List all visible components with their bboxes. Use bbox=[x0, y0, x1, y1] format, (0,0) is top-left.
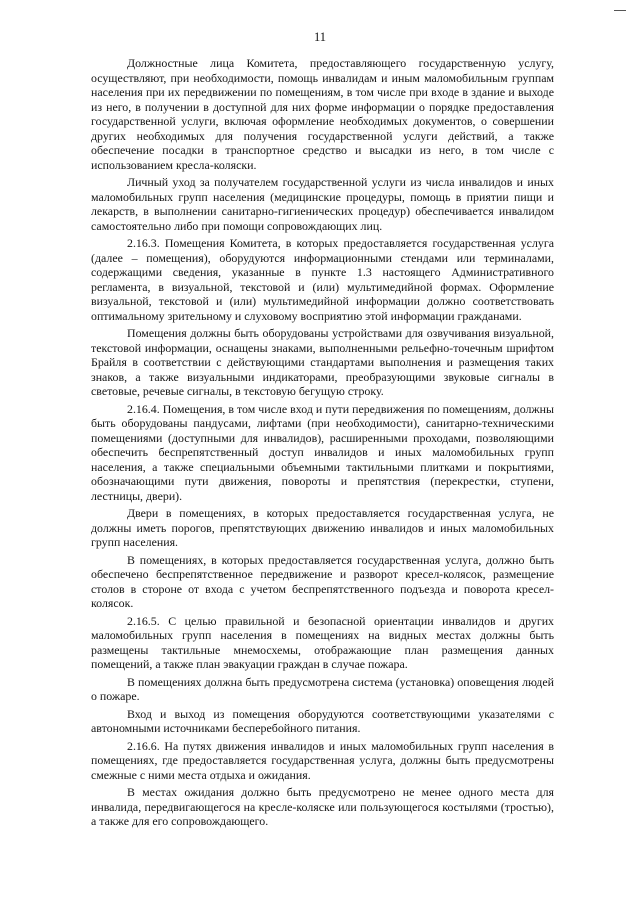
page-number: 11 bbox=[313, 30, 327, 44]
paragraph-doors: Двери в помещениях, в которых предоставляется государственная услуга, не должны иметь порогов, препятствующих движению инвалидов и иных маломобильных групп населения. bbox=[91, 506, 554, 549]
paragraph-exit-signs: Вход и выход из помещения оборудуются соответствующими указателями с автономными источниками бесперебойного питания. bbox=[91, 706, 554, 735]
paragraph-personal-care: Личный уход за получателем государственной услуги из числа инвалидов и иных маломобильных групп населения (медицинские процедуры, помощь в приятии пищи и лекарств, в выполнении санитарно-гигиенических процедур) обеспечивается инвалидом самостоятельно либо при помощи сопровождающих лиц. bbox=[91, 175, 554, 233]
scan-corner-mark bbox=[614, 10, 626, 11]
paragraph-2-16-4: 2.16.4. Помещения, в том числе вход и пути передвижения по помещениям, должны быть оборудованы пандусами, лифтами (при необходимости), санитарно-техническими помещениями (доступными для инвалидов), расширенными проходами, позволяющими обеспечить беспрепятственный доступ инвалидов и иных маломобильных групп населения, а также специальными объемными тактильными плитками и покрытиями, обозначающими пути движения, повороты и препятствия (перекрестки, ступени, лестницы, двери). bbox=[91, 401, 554, 503]
document-body bbox=[91, 56, 554, 832]
paragraph-fire-alarm: В помещениях должна быть предусмотрена система (установка) оповещения людей о пожаре. bbox=[91, 674, 554, 703]
paragraph-2-16-6: 2.16.6. На путях движения инвалидов и иных маломобильных групп населения в помещениях, где предоставляется государственная услуга, должны быть предусмотрены смежные с ними места отдыха и ожидания. bbox=[91, 738, 554, 782]
paragraph-2-16-3: 2.16.3. Помещения Комитета, в которых предоставляется государственная услуга (далее – помещения), оборудуются информационными стендами или терминалами, содержащими сведения, указанные в пункте 1.3 настоящего Административного регламента, в визуальной, текстовой и (или) мультимедийной формах. Оформление визуальной, текстовой и (или) мультимедийной информации должно соответствовать оптимальному зрительному и слуховому восприятию этой информации гражданами. bbox=[91, 236, 554, 323]
paragraph-waiting-places: В местах ожидания должно быть предусмотрено не менее одного места для инвалида, передвигающегося на кресле-коляске или пользующегося костылями (тростью), а также для его сопровождающего. bbox=[91, 785, 554, 828]
paragraph-officials-assistance: Должностные лица Комитета, предоставляющего государственную услугу, осуществляют, при необходимости, помощь инвалидам и иным маломобильным группам населения при их передвижении по помещениям, в том числе при входе в здание и выходе из него, в получении в доступной для них форме информации о порядке предоставления государственной услуги, включая оформление необходимых документов, о совершении других необходимых для получения государственной услуги действий, а также обеспечение посадки в транспортное средство и высадки из него, в том числе с использованием кресла-коляски. bbox=[91, 56, 554, 172]
paragraph-braille-equipment: Помещения должны быть оборудованы устройствами для озвучивания визуальной, текстовой информации, оснащены знаками, выполненными рельефно-точечным шрифтом Брайля в соответствии с действующими стандартами выполнения и размещения таких знаков, а также визуальными индикаторами, преобразующими звуковые сигналы в световые, речевые сигналы, в текстовую бегущую строку. bbox=[91, 326, 554, 398]
paragraph-wheelchair-movement: В помещениях, в которых предоставляется государственная услуга, должно быть обеспечено беспрепятственное передвижение и разворот кресел-колясок, размещение столов в стороне от входа с учетом беспрепятственного подъезда и поворота кресел-колясок. bbox=[91, 552, 554, 610]
paragraph-2-16-5: 2.16.5. С целью правильной и безопасной ориентации инвалидов и других маломобильных групп населения в помещениях на видных местах должны быть размещены тактильные мнемосхемы, отображающие план размещения данных помещений, а также план эвакуации граждан в случае пожара. bbox=[91, 613, 554, 671]
